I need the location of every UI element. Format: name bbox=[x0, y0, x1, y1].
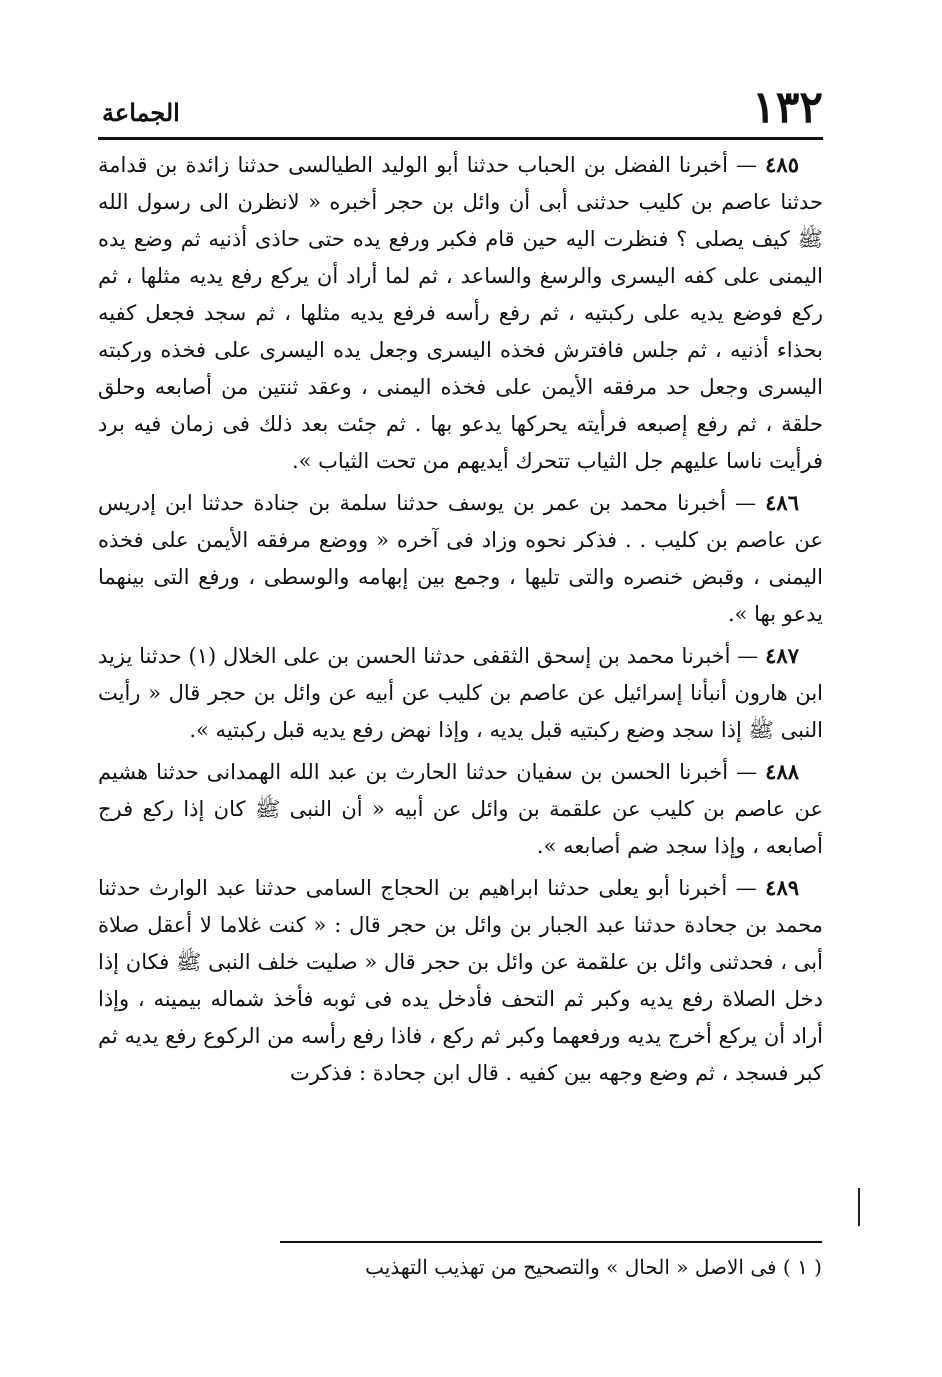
hadith-487: ٤٨٧ — أخبرنا محمد بن إسحق الثقفى حدثنا الحسن بن على الخلال (١) حدثنا يزيد ابن هارون أنبأنا إسرائيل عن عاصم بن كليب عن أبيه عن وائل بن حجر قال « رأيت النبى ﷺ إذا سجد وضع ركبتيه قبل يديه ، وإذا نهض رفع يديه قبل ركبتيه ». bbox=[98, 643, 823, 742]
hadith-number: ٤٨٧ bbox=[765, 643, 799, 668]
page-header bbox=[98, 82, 823, 133]
hadith-text: أخبرنا الحسن بن سفيان حدثنا الحارث بن عبد الله الهمدانى حدثنا هشيم عن عاصم بن كليب عن علقمة بن وائل عن أبيه « أن النبى ﷺ كان إذا ركع فرج أصابعه ، وإذا سجد ضم أصابعه ». bbox=[98, 760, 823, 858]
page-number: ١٣٢ bbox=[752, 82, 823, 133]
hadith-text: أخبرنا أبو يعلى حدثنا ابراهيم بن الحجاج السامى حدثنا عبد الوارث حدثنا محمد بن جحادة حدثنا عبد الجبار بن وائل بن حجر قال : « كنت غلاما لا أعقل صلاة أبى ، فحدثنى وائل بن علقمة عن وائل بن حجر قال « صليت خلف النبى ﷺ فكان إذا دخل الصلاة رفع يديه وكبر ثم التحف فأدخل يده فى ثوبه فأخذ شماله بيمينه ، وإذا أراد أن يركع أخرج يديه ورفعهما وكبر ثم ركع ، فاذا رفع رأسه من الركوع رفع يديه ثم كبر فسجد ، ثم وضع وجهه بين كفيه . قال ابن جحادة : فذكرت bbox=[98, 876, 823, 1085]
chapter-title: الجماعة bbox=[102, 98, 180, 127]
footnote: ( ١ ) فى الاصل « الحال » والتصحيح من تهذيب التهذيب bbox=[365, 1255, 822, 1279]
hadith-485: ٤٨٥ — أخبرنا الفضل بن الحباب حدثنا أبو الوليد الطيالسى حدثنا زائدة بن قدامة حدثنا عاصم بن كليب حدثنى أبى أن وائل بن حجر أخبره « لانظرن الى رسول الله ﷺ كيف يصلى ؟ فنظرت اليه حين قام فكبر ورفع يده حتى حاذى أذنيه ثم وضع يده اليمنى على كفه اليسرى والرسغ والساعد ، ثم لما أراد أن يركع رفع يديه مثلها ، ثم ركع فوضع يديه على ركبتيه ، ثم رفع رأسه فرفع يديه مثلها ، ثم سجد فجعل كفيه بحذاء أذنيه ، ثم جلس فافترش فخذه اليسرى وجعل يده اليسرى على فخذه وركبته اليسرى وجعل حد مرفقه الأيمن على فخذه اليمنى ، وعقد ثنتين من أصابعه وحلق حلقة ، ثم رفع إصبعه فرأيته يحركها يدعو بها . ثم جئت بعد ذلك فى زمان فيه برد فرأيت ناسا عليهم جل الثياب تتحرك أيديهم من تحت الثياب ». bbox=[98, 152, 823, 473]
hadith-489: ٤٨٩ — أخبرنا أبو يعلى حدثنا ابراهيم بن الحجاج السامى حدثنا عبد الوارث حدثنا محمد بن جحادة حدثنا عبد الجبار بن وائل بن حجر قال : « كنت غلاما لا أعقل صلاة أبى ، فحدثنى وائل بن علقمة عن وائل بن حجر قال « صليت خلف النبى ﷺ فكان إذا دخل الصلاة رفع يديه وكبر ثم التحف فأدخل يده فى ثوبه فأخذ شماله بيمينه ، وإذا أراد أن يركع أخرج يديه ورفعهما وكبر ثم ركع ، فاذا رفع رأسه من الركوع رفع يديه ثم كبر فسجد ، ثم وضع وجهه بين كفيه . قال ابن جحادة : فذكرت bbox=[98, 875, 823, 1085]
header-rule bbox=[98, 137, 823, 140]
margin-mark bbox=[858, 1188, 860, 1226]
hadith-number: ٤٨٦ bbox=[765, 490, 799, 515]
hadith-text: أخبرنا محمد بن عمر بن يوسف حدثنا سلمة بن جنادة حدثنا ابن إدريس عن عاصم بن كليب . . فذكر نحوه وزاد فى آخره « ووضع مرفقه الأيمن على فخذه اليمنى ، وقبض خنصره والتى تليها ، وجمع بين إبهامه والوسطى ، ورفع التى بينهما يدعو بها ». bbox=[98, 491, 823, 626]
hadith-text: أخبرنا الفضل بن الحباب حدثنا أبو الوليد الطيالسى حدثنا زائدة بن قدامة حدثنا عاصم بن كليب حدثنى أبى أن وائل بن حجر أخبره « لانظرن الى رسول الله ﷺ كيف يصلى ؟ فنظرت اليه حين قام فكبر ورفع يده حتى حاذى أذنيه ثم وضع يده اليمنى على كفه اليسرى والرسغ والساعد ، ثم لما أراد أن يركع رفع يديه مثلها ، ثم ركع فوضع يديه على ركبتيه ، ثم رفع رأسه فرفع يديه مثلها ، ثم سجد فجعل كفيه بحذاء أذنيه ، ثم جلس فافترش فخذه اليسرى وجعل يده اليسرى على فخذه وركبته اليسرى وجعل حد مرفقه الأيمن على فخذه اليمنى ، وعقد ثنتين من أصابعه وحلق حلقة ، ثم رفع إصبعه فرأيته يحركها يدعو بها . ثم جئت بعد ذلك فى زمان فيه برد فرأيت ناسا عليهم جل الثياب تتحرك أيديهم من تحت الثياب ». bbox=[98, 153, 823, 473]
hadith-488: ٤٨٨ — أخبرنا الحسن بن سفيان حدثنا الحارث بن عبد الله الهمدانى حدثنا هشيم عن عاصم بن كليب عن علقمة بن وائل عن أبيه « أن النبى ﷺ كان إذا ركع فرج أصابعه ، وإذا سجد ضم أصابعه ». bbox=[98, 759, 823, 858]
hadith-number: ٤٨٩ bbox=[765, 875, 800, 900]
hadith-text: أخبرنا محمد بن إسحق الثقفى حدثنا الحسن بن على الخلال (١) حدثنا يزيد ابن هارون أنبأنا إسرائيل عن عاصم بن كليب عن أبيه عن وائل بن حجر قال « رأيت النبى ﷺ إذا سجد وضع ركبتيه قبل يديه ، وإذا نهض رفع يديه قبل ركبتيه ». bbox=[98, 644, 823, 742]
hadith-486: ٤٨٦ — أخبرنا محمد بن عمر بن يوسف حدثنا سلمة بن جنادة حدثنا ابن إدريس عن عاصم بن كليب . . فذكر نحوه وزاد فى آخره « ووضع مرفقه الأيمن على فخذه اليمنى ، وقبض خنصره والتى تليها ، وجمع بين إبهامه والوسطى ، ورفع التى بينهما يدعو بها ». bbox=[98, 490, 823, 626]
hadith-number: ٤٨٨ bbox=[765, 759, 800, 784]
footnote-rule bbox=[280, 1241, 822, 1243]
main-text bbox=[98, 146, 823, 1096]
hadith-number: ٤٨٥ bbox=[765, 152, 799, 177]
